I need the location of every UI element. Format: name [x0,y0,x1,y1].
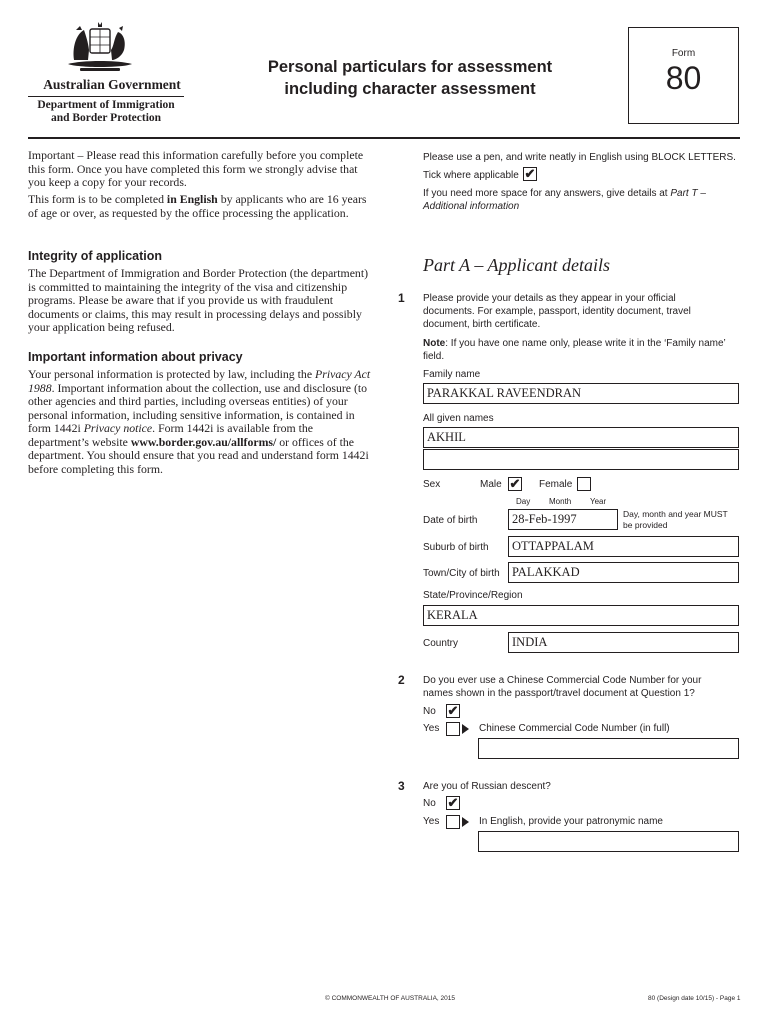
question-1-text: Please provide your details as they appear in your official documents. For example, passport, identity document, travel document, birth certificate. [423,293,691,330]
question-3-no-label: No [423,798,436,809]
footer-design-date: 80 (Design date 10/15) - Page 1 [648,995,741,1002]
form-title-line-1: Personal particulars for assessment [267,58,553,76]
state-field[interactable]: KERALA [423,605,739,626]
form-number: 80 [665,60,702,96]
family-name-label: Family name [423,369,481,380]
question-3-arrow-icon [462,817,469,827]
family-name-field[interactable]: PARAKKAL RAVEENDRAN [423,383,739,404]
form-title-line-2: including character assessment [284,80,536,98]
patronymic-name-field[interactable] [478,831,739,852]
question-2-yes-checkbox[interactable] [446,722,460,736]
intro-english-emphasis: in English [166,192,218,206]
header-rule [28,137,740,139]
given-names-label: All given names [423,413,494,424]
government-name: Australian Government [43,77,181,92]
website-link[interactable]: www.border.gov.au/allforms/ [130,434,277,449]
sex-label: Sex [423,479,441,490]
question-2-followup-label: Chinese Commercial Code Number (in full) [479,723,670,734]
month-label: Month [549,497,572,506]
footer-copyright: © COMMONWEALTH OF AUSTRALIA, 2015 [325,995,455,1002]
integrity-heading: Integrity of application [28,249,163,263]
question-2-number: 2 [398,673,405,687]
dob-label: Date of birth [423,515,478,526]
form-title [230,56,590,100]
female-label: Female [539,479,573,490]
question-3-yes-label: Yes [423,816,440,827]
male-checkbox[interactable]: ✔ [509,476,521,491]
question-3-yes-checkbox[interactable] [446,815,460,829]
part-a-title: Part A – Applicant details [423,255,611,275]
suburb-of-birth-label: Suburb of birth [423,542,489,553]
day-label: Day [516,497,531,506]
male-label: Male [480,479,502,490]
note-label: Note [423,338,446,349]
privacy-text-3: . Important information about the collection, use and disclosure (to other agencies and third parties, including overseas entities) of your personal information, including sensitive information, is contained in form 1442i [28,380,368,435]
integrity-body: The Department of Immigration and Border Protection (the department) is committed to maintaining the integrity of the visa and citizenship programs. Please be aware that if you provide us with fraudulent documents or claims, this may result in processing delays and possibly your application being refused. [28,266,369,334]
department-line-1: Department of Immigration [37,99,175,111]
dob-field[interactable]: 28-Feb-1997 [508,509,618,530]
more-space-instruction [423,187,723,213]
block-letters-instruction: Please use a pen, and write neatly in English using BLOCK LETTERS. [423,152,736,163]
privacy-notice-title: Privacy notice [83,421,153,435]
question-2-no-label: No [423,706,436,717]
coat-of-arms-icon [62,20,138,76]
department-name [28,99,184,125]
female-checkbox[interactable] [577,477,591,491]
country-field[interactable]: INDIA [508,632,739,653]
privacy-heading: Important information about privacy [28,350,243,364]
question-2-no-checkbox[interactable]: ✔ [447,703,459,718]
header-divider [28,96,184,97]
chinese-code-field[interactable] [478,738,739,759]
privacy-text-7: or offices of the department. You should ensure that you read and understand form 1442i before completing this form. [28,434,369,476]
privacy-text-1: Your personal information is protected by law, including the [28,367,316,381]
country-label: Country [423,638,459,649]
intro-text-c: by applicants who are 16 years of age or over, as requested by the office processing the application. [28,192,367,220]
state-label: State/Province/Region [423,590,523,601]
privacy-body [28,368,373,476]
given-names-field-2[interactable] [423,449,739,470]
intro-paragraph: Important – Please read this information carefully before you complete this form. Once you have completed this form we strongly advise that you keep a copy for your records. [28,148,364,189]
question-2-yes-label: Yes [423,723,440,734]
question-2-arrow-icon [462,724,469,734]
given-names-field[interactable]: AKHIL [423,427,739,448]
department-line-2: and Border Protection [50,112,162,124]
question-3-no-checkbox[interactable]: ✔ [447,795,459,810]
question-3-followup-label: In English, provide your patronymic name [479,816,663,827]
question-1-number: 1 [398,291,405,305]
dob-note: Day, month and year MUST be provided [623,509,728,530]
privacy-act-title: Privacy Act 1988 [28,367,371,395]
intro-text-a: This form is to be completed [28,192,167,206]
year-label: Year [590,497,607,506]
part-t-reference: Part T – Additional information [423,188,706,212]
intro-english-paragraph [28,193,373,220]
question-3-number: 3 [398,779,405,793]
privacy-text-5: . Form 1442i is available from the department’s website [28,421,314,449]
question-2-text: Do you ever use a Chinese Commercial Code Number for your names shown in the passport/travel document at Question 1? [423,675,702,699]
question-3-text: Are you of Russian descent? [423,781,551,792]
more-space-text: If you need more space for any answers, give details at [423,188,671,199]
note-text: : If you have one name only, please write it in the ‘Family name’ field. [423,338,726,362]
question-1-note [423,337,728,363]
form-label: Form [671,48,696,59]
town-of-birth-label: Town/City of birth [423,568,500,579]
tick-instruction: Tick where applicable [423,170,519,181]
suburb-of-birth-field[interactable]: OTTAPPALAM [508,536,739,557]
town-of-birth-field[interactable]: PALAKKAD [508,562,739,583]
tick-example-checkbox: ✔ [524,166,536,181]
